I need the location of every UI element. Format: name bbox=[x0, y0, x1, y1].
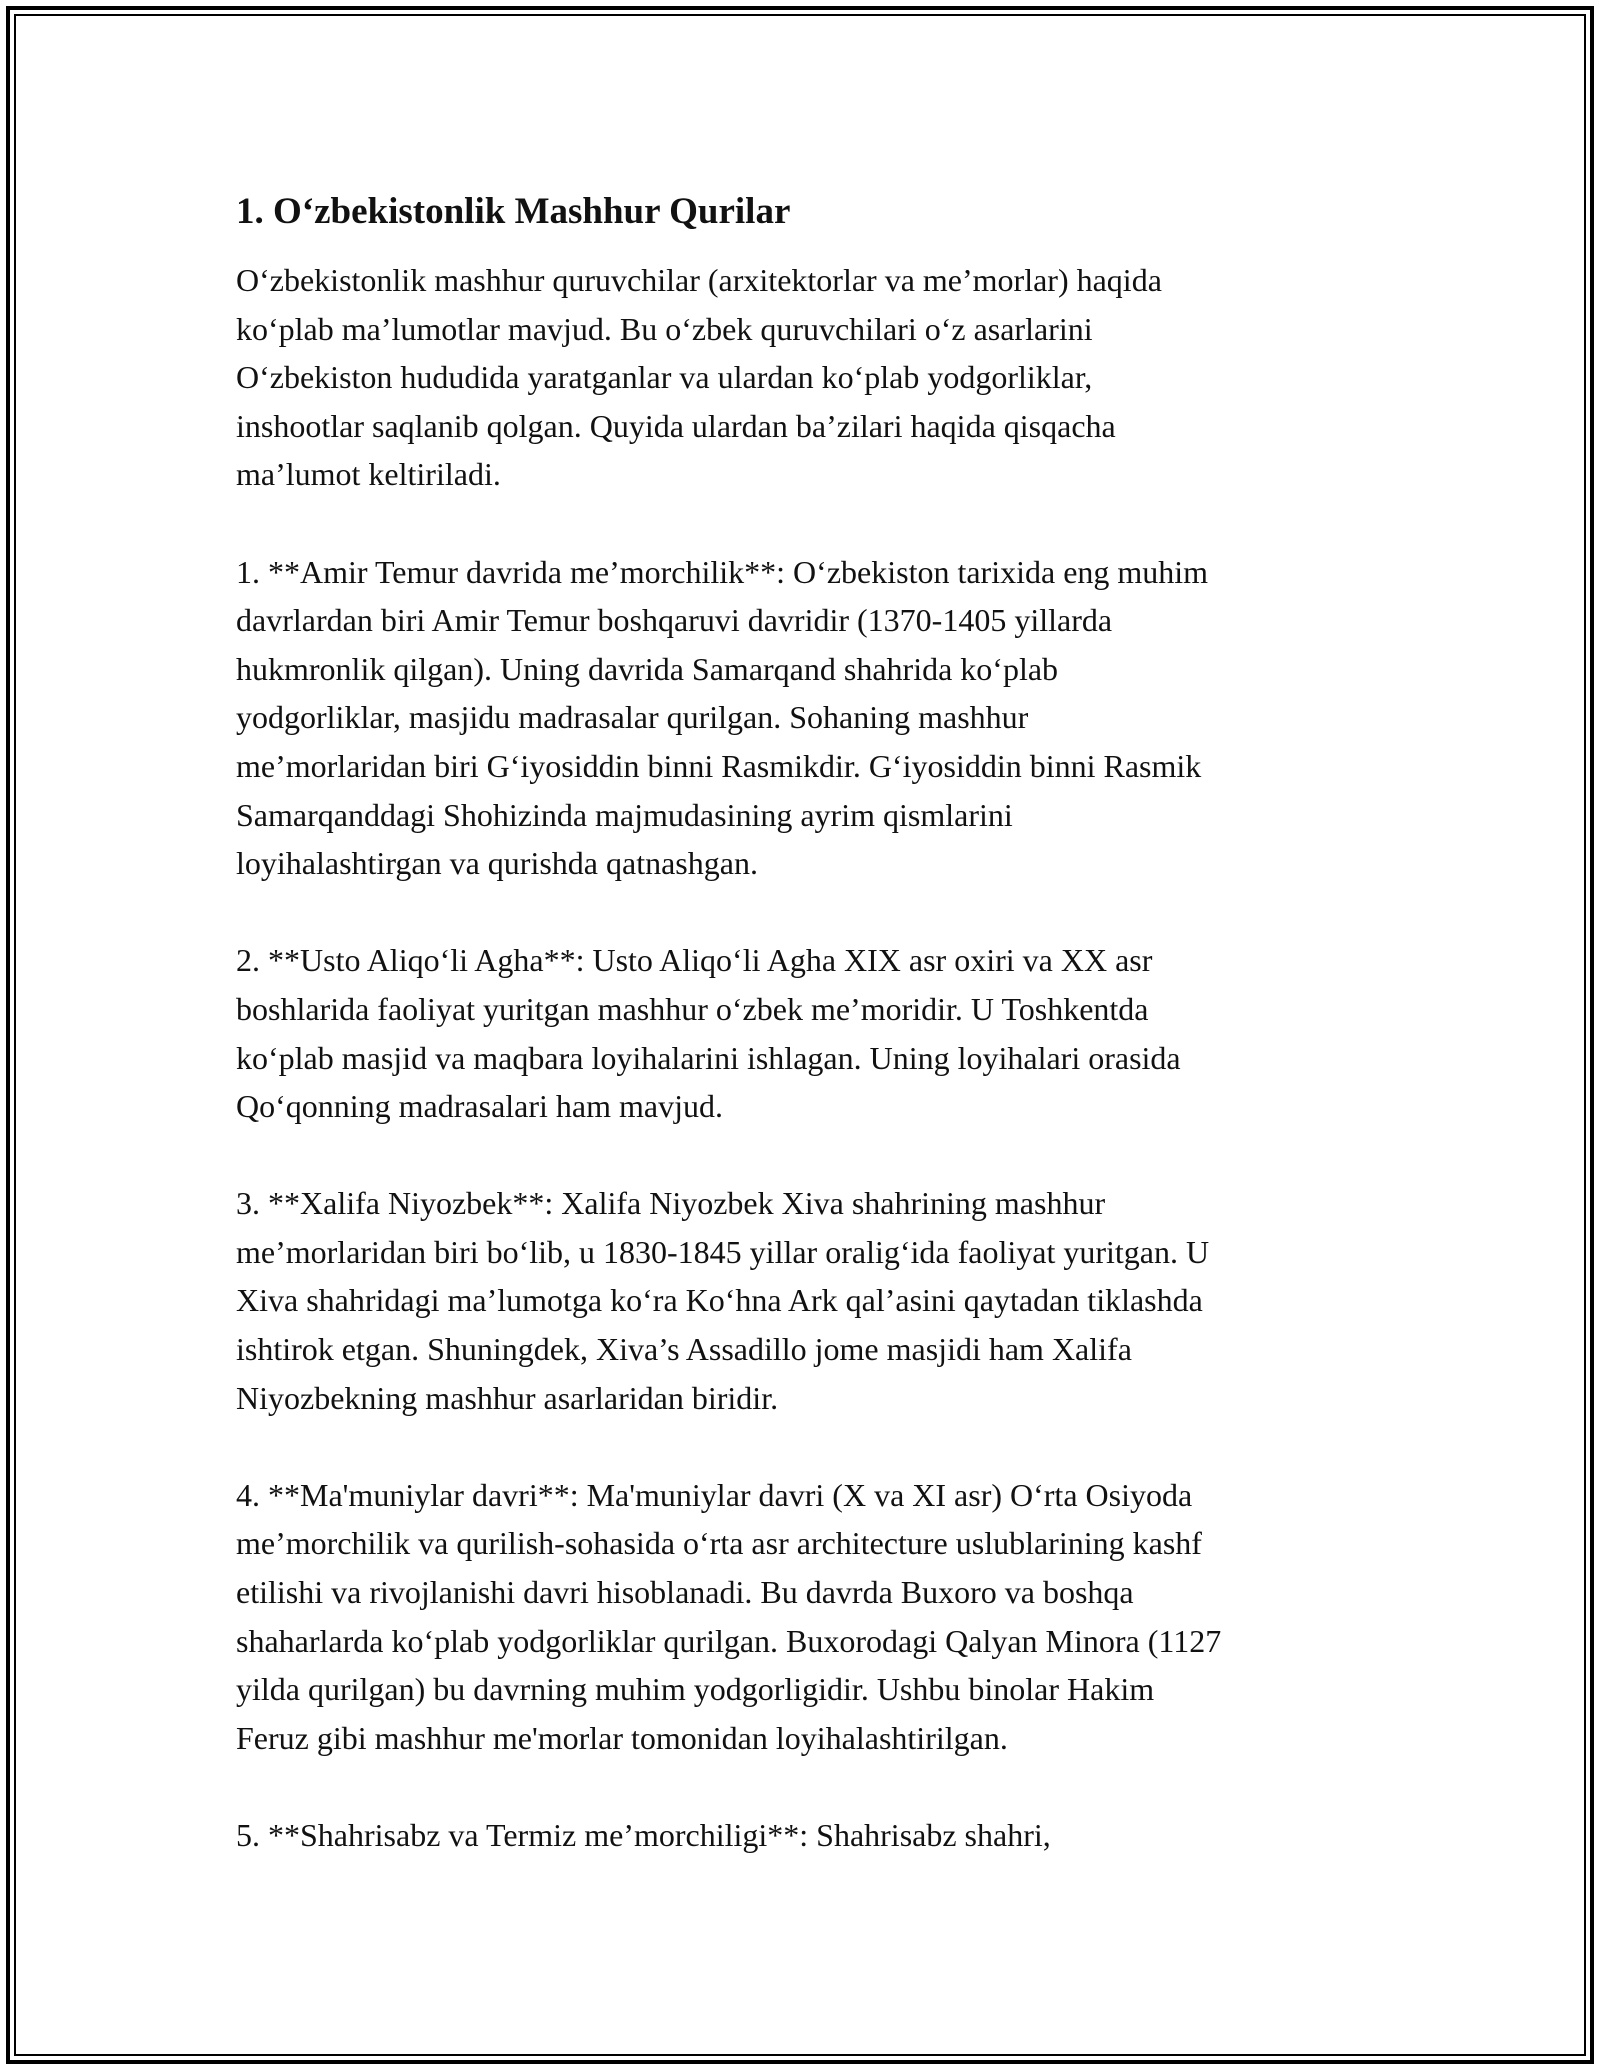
document-title: 1. O‘zbekistonlik Mashhur Qurilar bbox=[236, 191, 791, 232]
intro-paragraph: O‘zbekistonlik mashhur quruvchilar (arxitektorlar va me’morlar) haqida ko‘plab ma’lumotlar mavjud. Bu o‘zbek quruvchilari o‘z asarlarini O‘zbekiston hududida yaratganlar va ulardan ko‘plab yodgorliklar, inshootlar saqlanib qolgan. Quyida ulardan ba’zilari haqida qisqacha ma’lumot keltiriladi. bbox=[236, 262, 1162, 493]
item-shahrisabz-paragraph: 5. **Shahrisabz va Termiz me’morchiligi**: Shahrisabz shahri, bbox=[236, 1817, 1051, 1853]
item-xalifa-niyozbek-paragraph: 3. **Xalifa Niyozbek**: Xalifa Niyozbek Xiva shahrining mashhur me’morlaridan biri bo‘lib, u 1830-1845 yillar oralig‘ida faoliyat yuritgan. U Xiva shahridagi ma’lumotga ko‘ra Ko‘hna Ark qal’asini qaytadan tiklashda ishtirok etgan. Shuningdek, Xiva’s Assadillo jome masjidi ham Xalifa Niyozbekning mashhur asarlaridan biridir. bbox=[236, 1185, 1210, 1416]
item-amir-temur-paragraph: 1. **Amir Temur davrida me’morchilik**: O‘zbekiston tarixida eng muhim davrlardan biri Amir Temur boshqaruvi davridir (1370-1405 yillarda hukmronlik qilgan). Uning davrida Samarqand shahrida ko‘plab yodgorliklar, masjidu madrasalar qurilgan. Sohaning mashhur me’morlaridan biri G‘iyosiddin binni Rasmikdir. G‘iyosiddin binni Rasmik Samarqanddagi Shohizinda majmudasining ayrim qismlarini loyihalashtirgan va qurishda qatnashgan. bbox=[236, 553, 1209, 882]
document-body bbox=[236, 188, 1376, 1860]
item-usto-aliqoli-paragraph: 2. **Usto Aliqo‘li Agha**: Usto Aliqo‘li Agha XIX asr oxiri va XX asr boshlarida faoliyat yuritgan mashhur o‘zbek me’moridir. U Toshkentda ko‘plab masjid va maqbara loyihalarini ishlagan. Uning loyihalari orasida Qo‘qonning madrasalari ham mavjud. bbox=[236, 942, 1181, 1125]
item-mamuniylar-paragraph: 4. **Ma'muniylar davri**: Ma'muniylar davri (X va XI asr) O‘rta Osiyoda me’morchilik va qurilish-sohasida o‘rta asr architecture uslublarining kashf etilishi va rivojlanishi davri hisoblanadi. Bu davrda Buxoro va boshqa shaharlarda ko‘plab yodgorliklar qurilgan. Buxorodagi Qalyan Minora (1127 yilda qurilgan) bu davrning muhim yodgorligidir. Ushbu binolar Hakim Feruz gibi mashhur me'morlar tomonidan loyihalashtirilgan. bbox=[236, 1476, 1222, 1756]
